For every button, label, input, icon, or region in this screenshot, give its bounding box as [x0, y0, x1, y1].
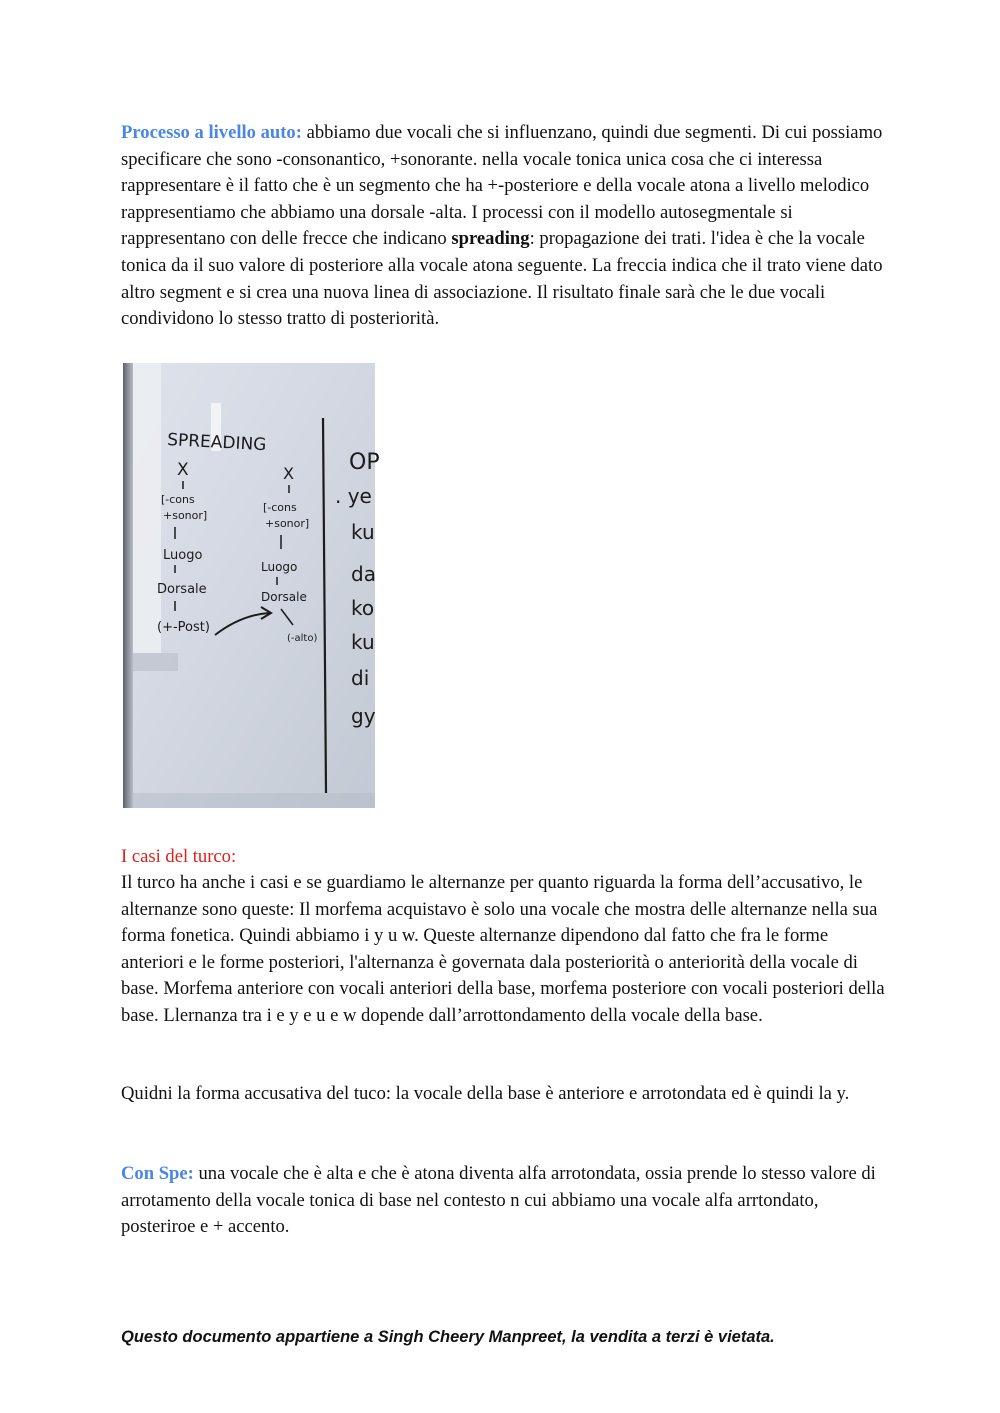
paragraph-spe	[121, 1161, 891, 1241]
bold-term: spreading	[451, 228, 530, 250]
whiteboard-edge-text: da	[351, 562, 376, 586]
whiteboard-right-features: +sonor]	[265, 517, 310, 530]
whiteboard-left-features: [-cons	[161, 493, 195, 506]
whiteboard-edge-text: di	[351, 666, 370, 690]
paragraph-text: abbiamo due vocali che si influenzano, quindi due segmenti. Di cui possiamo specificare che sono -consonantico, +sonorante. nella vocale tonica unica cosa che ci interessa rappresentare è il fatto che è un segmento che ha +-posteriore e della vocale atona a livello melodico rappresentiamo che abbiamo una dorsale -alta. I processi con il modello autosegmentale si rappresentano con delle frecce che indicano	[121, 122, 883, 250]
paragraph-autosegmental	[121, 120, 891, 333]
whiteboard-edge-text: gy	[351, 704, 376, 728]
whiteboard-edge-text: ku	[351, 520, 375, 544]
whiteboard-right-luogo: Luogo	[261, 560, 298, 574]
whiteboard-edge-text: ku	[351, 630, 375, 654]
whiteboard-left-features: +sonor]	[163, 509, 208, 522]
section-heading: I casi del turco:	[121, 846, 237, 867]
whiteboard-edge-text: ko	[351, 596, 375, 620]
whiteboard-left-post: (+-Post)	[157, 620, 210, 635]
whiteboard-right-alto: (-alto)	[287, 633, 318, 644]
paragraph-text: una vocale che è alta e che è atona diventa alfa arrotondata, ossia prende lo stesso valore di arrotamento della vocale tonica di base nel contesto n cui abbiamo una vocale alfa arrtondato, posteriroe e + accento.	[121, 1163, 876, 1238]
whiteboard-right-x: X	[283, 464, 294, 483]
whiteboard-right-dorsale: Dorsale	[261, 590, 307, 604]
whiteboard-edge-text: . ye	[335, 484, 372, 508]
whiteboard-left-luogo: Luogo	[163, 548, 203, 563]
paragraph-text: : propagazione dei trati. l'idea è che la vocale tonica da il suo valore di posteriore alla vocale atona seguente. La freccia indica che il trato viene dato altro segment e si crea una nuova linea di associazione. Il risultato finale sarà che le due vocali condividono lo stesso tratto di posteriorità.	[121, 228, 883, 330]
footer-notice: Questo documento appartiene a Singh Cheery Manpreet, la vendita a terzi è vietata.	[121, 1328, 775, 1346]
whiteboard-right-features: [-cons	[263, 501, 297, 514]
paragraph-accusative: Quidni la forma accusativa del tuco: la vocale della base è anteriore e arrotondata ed è quindi la y.	[121, 1083, 850, 1104]
whiteboard-edge-text: OP	[349, 450, 380, 475]
paragraph-lead: Processo a livello auto:	[121, 122, 302, 143]
whiteboard-title: SPREADING	[166, 430, 267, 456]
paragraph-turkish-cases: Il turco ha anche i casi e se guardiamo le alternanze per quanto riguarda la forma dell’accusativo, le alternanze sono queste: Il morfema acquistavo è solo una vocale che mostra delle alternanze nella sua forma fonetica. Quindi abbiamo i y u w. Queste alternanze dipendono dal fatto che fra le forme anteriori e le forme posteriori, l'alternanza è governata dala posteriorità o anteriorità della vocale di base. Morfema anteriore con vocali anteriori della base, morfema posteriore con vocali posteriori della base. Llernanza tra i e y e u e w dopende dall’arrottondamento della vocale della base.	[121, 872, 885, 1026]
whiteboard-photo	[123, 363, 380, 808]
whiteboard-left-dorsale: Dorsale	[157, 582, 207, 597]
whiteboard-left-x: X	[177, 460, 189, 480]
paragraph-lead: Con Spe:	[121, 1163, 194, 1184]
